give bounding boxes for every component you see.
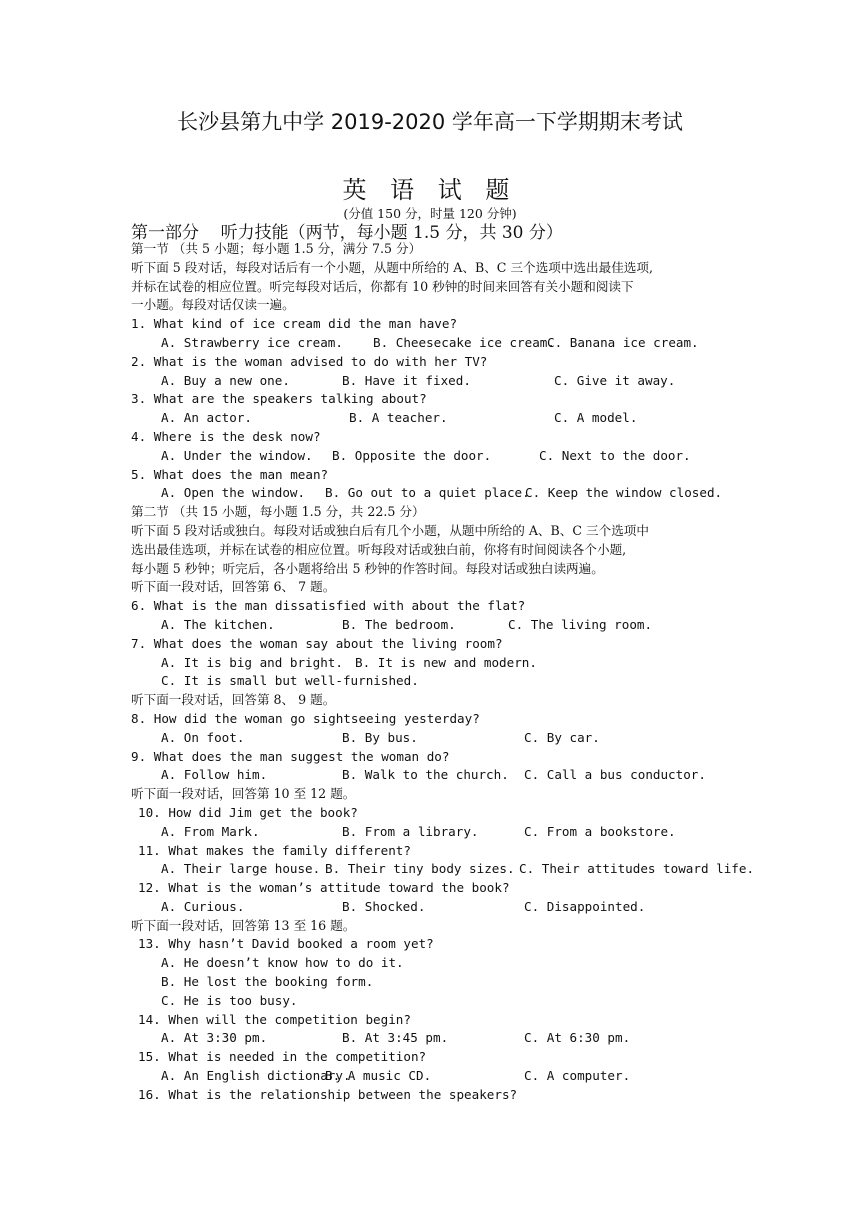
option-c: C. From a bookstore. — [524, 823, 676, 839]
option-row — [131, 372, 741, 391]
question-stem: 5. What does the man mean? — [131, 466, 329, 482]
option-a: A. Follow him. — [161, 767, 268, 783]
option-a: A. From Mark. — [161, 823, 260, 839]
option-b: B. Walk to the church. — [342, 767, 509, 783]
option-b: B. Have it fixed. — [342, 372, 471, 388]
option-row — [131, 898, 741, 917]
question-stem: 7. What does the woman say about the living room? — [131, 635, 503, 651]
group-instruction: 听下面一段对话，回答第 13 至 16 题。 — [131, 917, 356, 933]
question-stem: 15. What is needed in the competition? — [138, 1049, 427, 1065]
option-c: C. Keep the window closed. — [525, 485, 723, 501]
option-row — [131, 823, 741, 842]
option-row — [131, 672, 741, 691]
option-row — [131, 954, 741, 973]
option-b: B. By bus. — [342, 729, 418, 745]
option-a: A. The kitchen. — [161, 616, 275, 632]
option-b: B. Opposite the door. — [332, 447, 492, 463]
option-a: A. Under the window. — [161, 447, 313, 463]
section1-instruction-line: 并标在试卷的相应位置。听完每段对话后，你都有 10 秒钟的时间来回答有关小题和阅读下 — [131, 278, 634, 294]
option-c: C. Banana ice cream. — [547, 334, 699, 350]
group-instruction: 听下面一段对话，回答第 8、 9 题。 — [131, 692, 336, 708]
question-stem: 16. What is the relationship between the speakers? — [138, 1086, 518, 1102]
option-row — [131, 409, 741, 428]
option-a: A. At 3:30 pm. — [161, 1030, 268, 1046]
option-row — [131, 766, 741, 785]
question-stem: 6. What is the man dissatisfied with about the flat? — [131, 598, 526, 614]
option-b: B. He lost the booking form. — [161, 974, 374, 990]
option-c: C. At 6:30 pm. — [524, 1030, 631, 1046]
option-row — [131, 334, 741, 353]
option-row — [131, 729, 741, 748]
option-row — [131, 1067, 741, 1086]
option-b: B. A teacher. — [349, 410, 448, 426]
option-row — [131, 484, 741, 503]
group-instruction: 听下面一段对话，回答第 6、 7 题。 — [131, 579, 336, 595]
score-time-note: (分值 150 分，时量 120 分钟) — [343, 206, 517, 221]
option-b: B. At 3:45 pm. — [342, 1030, 449, 1046]
option-b: B. A music CD. — [325, 1068, 432, 1084]
question-stem: 10. How did Jim get the book? — [138, 804, 358, 820]
option-b: B. Go out to a quiet place. — [325, 485, 530, 501]
option-row — [131, 860, 755, 879]
option-a: A. Curious. — [161, 898, 245, 914]
section2-instruction-line: 听下面 5 段对话或独白。每段对话或独白后有几个小题，从题中所给的 A、B、C 三个选项中 — [131, 522, 649, 538]
option-c: C. By car. — [524, 729, 600, 745]
option-a: A. Their large house. — [161, 861, 321, 877]
option-b: B. Shocked. — [342, 898, 426, 914]
option-b: B. Cheesecake ice cream. — [373, 334, 555, 350]
option-row — [131, 1029, 741, 1048]
question-stem: 4. Where is the desk now? — [131, 428, 321, 444]
option-c: C. Disappointed. — [524, 898, 646, 914]
option-row — [131, 992, 741, 1011]
option-c: C. He is too busy. — [161, 992, 298, 1008]
exam-body — [131, 240, 755, 1105]
section1-instruction-line: 一小题。每段对话仅读一遍。 — [131, 297, 295, 313]
option-c: C. Give it away. — [554, 372, 676, 388]
group-instruction: 听下面一段对话，回答第 10 至 12 题。 — [131, 786, 356, 802]
question-stem: 1. What kind of ice cream did the man have? — [131, 316, 458, 332]
question-stem: 8. How did the woman go sightseeing yesterday? — [131, 710, 480, 726]
option-b: B. It is new and modern. — [355, 654, 537, 670]
option-b: B. From a library. — [342, 823, 479, 839]
option-a: A. He doesn’t know how to do it. — [161, 955, 404, 971]
question-stem: 9. What does the man suggest the woman do? — [131, 748, 450, 764]
option-c: C. A computer. — [524, 1068, 631, 1084]
subject-title: 英 语 试 题 — [342, 176, 518, 204]
question-stem: 14. When will the competition begin? — [138, 1011, 411, 1027]
section2-instruction-line: 选出最佳选项，并标在试卷的相应位置。听每段对话或独白前，你将有时间阅读各个小题, — [131, 541, 627, 557]
section2-heading: 第二节 （共 15 小题，每小题 1.5 分，共 22.5 分） — [131, 504, 425, 520]
question-stem: 11. What makes the family different? — [138, 842, 411, 858]
option-a: A. Buy a new one. — [161, 372, 290, 388]
option-a: A. On foot. — [161, 729, 245, 745]
option-a: A. An actor. — [161, 410, 252, 426]
option-a: A. It is big and bright. — [161, 654, 343, 670]
option-a: A. An English dictionary. — [161, 1068, 351, 1084]
option-row — [131, 654, 741, 673]
option-b: B. Their tiny body sizes. — [325, 861, 515, 877]
option-c: C. A model. — [554, 410, 638, 426]
exam-title: 长沙县第九中学 2019-2020 学年高一下学期期末考试 — [177, 110, 683, 134]
question-stem: 2. What is the woman advised to do with her TV? — [131, 353, 488, 369]
option-c: C. Call a bus conductor. — [524, 767, 706, 783]
section2-instruction-line: 每小题 5 秒钟；听完后，各小题将给出 5 秒钟的作答时间。每段对话或独白读两遍。 — [131, 560, 604, 576]
section1-instruction-line: 听下面 5 段对话，每段对话后有一个小题，从题中所给的 A、B、C 三个选项中选出最佳选项, — [131, 259, 653, 275]
question-stem: 12. What is the woman’s attitude toward the book? — [138, 880, 510, 896]
option-c: C. Their attitudes toward life. — [519, 861, 755, 877]
question-stem: 13. Why hasn’t David booked a room yet? — [138, 936, 434, 952]
option-c: C. It is small but well-furnished. — [161, 673, 419, 689]
option-b: B. The bedroom. — [342, 616, 456, 632]
option-c: C. The living room. — [508, 616, 653, 632]
question-stem: 3. What are the speakers talking about? — [131, 391, 427, 407]
option-row — [131, 973, 741, 992]
option-a: A. Strawberry ice cream. — [161, 334, 343, 350]
option-row — [131, 447, 741, 466]
option-c: C. Next to the door. — [539, 447, 691, 463]
section1-heading: 第一节 （共 5 小题；每小题 1.5 分，满分 7.5 分） — [131, 241, 422, 256]
part1-heading: 第一部分 听力技能（两节，每小题 1.5 分，共 30 分） — [131, 223, 563, 243]
option-row — [131, 616, 741, 635]
option-a: A. Open the window. — [161, 485, 306, 501]
